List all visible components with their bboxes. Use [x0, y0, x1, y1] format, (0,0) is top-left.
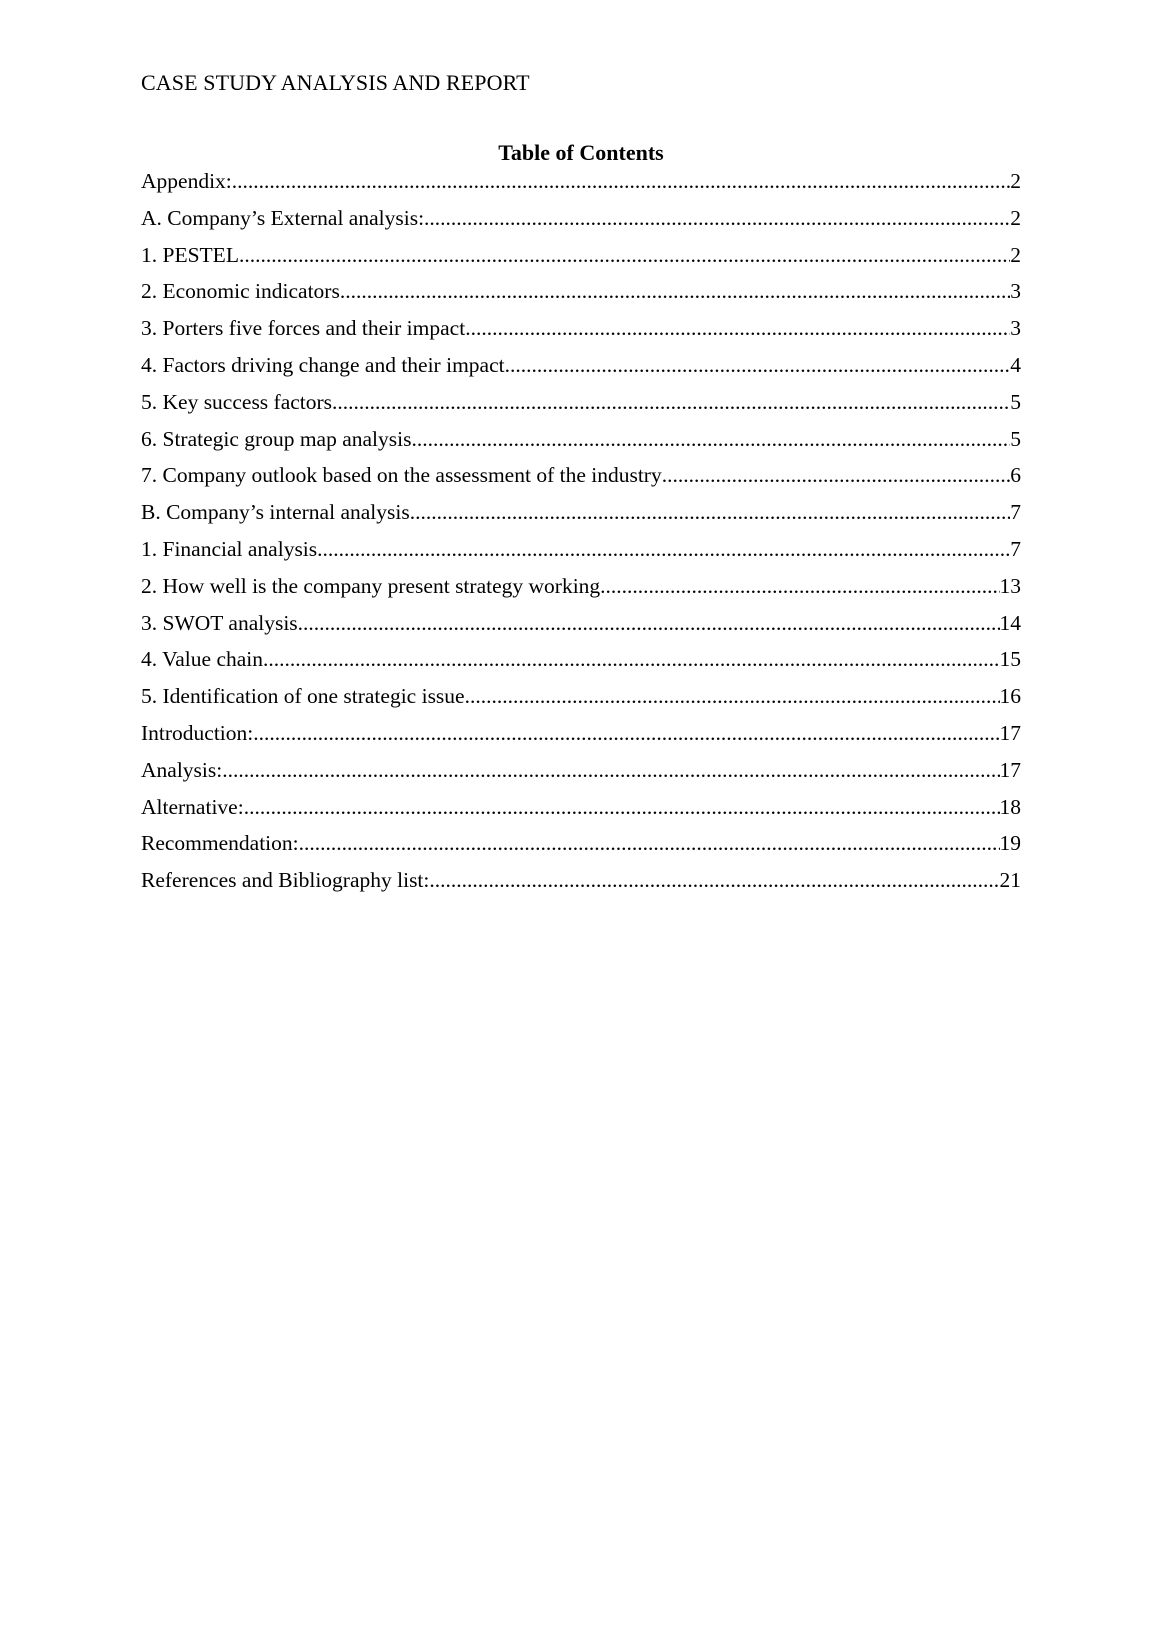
- toc-dot-leader: [340, 278, 1010, 304]
- toc-entry[interactable]: [141, 205, 1021, 242]
- toc-dot-leader: [411, 426, 1010, 452]
- toc-dot-leader: [465, 683, 1000, 709]
- toc-entry-page-number: 18: [999, 794, 1021, 819]
- toc-entry-text: 1. Financial analysis: [141, 536, 318, 561]
- toc-entry-text: 1. PESTEL: [141, 242, 239, 267]
- toc-entry-text: 5. Identification of one strategic issue: [141, 684, 465, 709]
- toc-dot-leader: [429, 867, 999, 893]
- toc-entry-page-number: 14: [999, 610, 1021, 635]
- toc-entry-text: Introduction:: [141, 720, 254, 745]
- toc-entry-page-number: 6: [1010, 463, 1021, 488]
- toc-entry-text: 3. Porters five forces and their impact: [141, 316, 466, 341]
- toc-entry[interactable]: [141, 683, 1021, 720]
- toc-entry-text: 4. Value chain: [141, 647, 263, 672]
- toc-entry-page-number: 16: [999, 684, 1021, 709]
- toc-dot-leader: [332, 389, 1010, 415]
- toc-entry-text: 4. Factors driving change and their impact: [141, 352, 505, 377]
- toc-entry[interactable]: [141, 867, 1021, 904]
- toc-entry-page-number: 2: [1010, 205, 1021, 230]
- toc-entry-page-number: 5: [1010, 426, 1021, 451]
- toc-entry[interactable]: [141, 315, 1021, 352]
- toc-entry[interactable]: [141, 278, 1021, 315]
- toc-title: Table of Contents: [498, 140, 664, 165]
- toc-entry[interactable]: [141, 462, 1021, 499]
- toc-entry[interactable]: [141, 499, 1021, 536]
- toc-entry-text: 7. Company outlook based on the assessment of the industry: [141, 463, 662, 488]
- toc-entry-text: 2. Economic indicators: [141, 279, 340, 304]
- toc-entry-page-number: 15: [999, 647, 1021, 672]
- toc-dot-leader: [239, 242, 1010, 268]
- toc-entry-page-number: 17: [999, 720, 1021, 745]
- toc-entry-text: References and Bibliography list:: [141, 868, 430, 893]
- toc-entry[interactable]: [141, 389, 1021, 426]
- toc-entry-text: Recommendation:: [141, 831, 299, 856]
- toc-entry[interactable]: [141, 610, 1021, 647]
- toc-entry-page-number: 21: [999, 868, 1021, 893]
- toc-dot-leader: [600, 573, 999, 599]
- toc-entry[interactable]: [141, 830, 1021, 867]
- toc-entry-page-number: 5: [1010, 389, 1021, 414]
- toc-dot-leader: [299, 830, 1000, 856]
- toc-entry-page-number: 2: [1010, 169, 1021, 193]
- toc-entry-text: Analysis:: [141, 757, 223, 782]
- toc-entry[interactable]: [141, 242, 1021, 279]
- toc-entry-page-number: 4: [1010, 352, 1021, 377]
- toc-entry[interactable]: [141, 757, 1021, 794]
- running-header: CASE STUDY ANALYSIS AND REPORT: [141, 70, 530, 95]
- toc-entry-page-number: 7: [1010, 536, 1021, 561]
- toc-dot-leader: [244, 794, 1000, 820]
- toc-entry-page-number: 7: [1010, 500, 1021, 525]
- toc-entry-page-number: 3: [1010, 279, 1021, 304]
- toc-dot-leader: [298, 610, 1000, 636]
- toc-entry-text: 6. Strategic group map analysis: [141, 426, 412, 451]
- toc-entry-text: A. Company’s External analysis:: [141, 205, 425, 230]
- toc-entry-text: Alternative:: [141, 794, 244, 819]
- toc-dot-leader: [317, 536, 1010, 562]
- toc-entry[interactable]: [141, 168, 1021, 205]
- toc-entry-page-number: 3: [1010, 316, 1021, 341]
- toc-entry-page-number: 13: [999, 573, 1021, 598]
- toc-entry-text: 2. How well is the company present strategy working: [141, 573, 601, 598]
- toc-entry[interactable]: [141, 794, 1021, 831]
- toc-dot-leader: [263, 646, 1000, 672]
- toc-entry[interactable]: [141, 426, 1021, 463]
- toc-dot-leader: [253, 720, 999, 746]
- toc-dot-leader: [424, 205, 1010, 231]
- toc-dot-leader: [232, 168, 1010, 194]
- toc-entry[interactable]: [141, 352, 1021, 389]
- toc-entry-page-number: 19: [999, 831, 1021, 856]
- toc-entry-page-number: 2: [1010, 242, 1021, 267]
- toc-entry[interactable]: [141, 536, 1021, 573]
- toc-entry-text: Appendix:: [141, 169, 232, 193]
- toc-list: [141, 168, 1021, 904]
- toc-entry[interactable]: [141, 720, 1021, 757]
- toc-entry[interactable]: [141, 646, 1021, 683]
- toc-dot-leader: [662, 462, 1011, 488]
- toc-dot-leader: [222, 757, 999, 783]
- toc-entry-text: 3. SWOT analysis: [141, 610, 298, 635]
- toc-entry-text: B. Company’s internal analysis: [141, 500, 410, 525]
- toc-entry[interactable]: [141, 573, 1021, 610]
- toc-entry-text: 5. Key success factors: [141, 389, 333, 414]
- toc-dot-leader: [410, 499, 1011, 525]
- toc-dot-leader: [505, 352, 1011, 378]
- toc-entry-page-number: 17: [999, 757, 1021, 782]
- toc-dot-leader: [465, 315, 1010, 341]
